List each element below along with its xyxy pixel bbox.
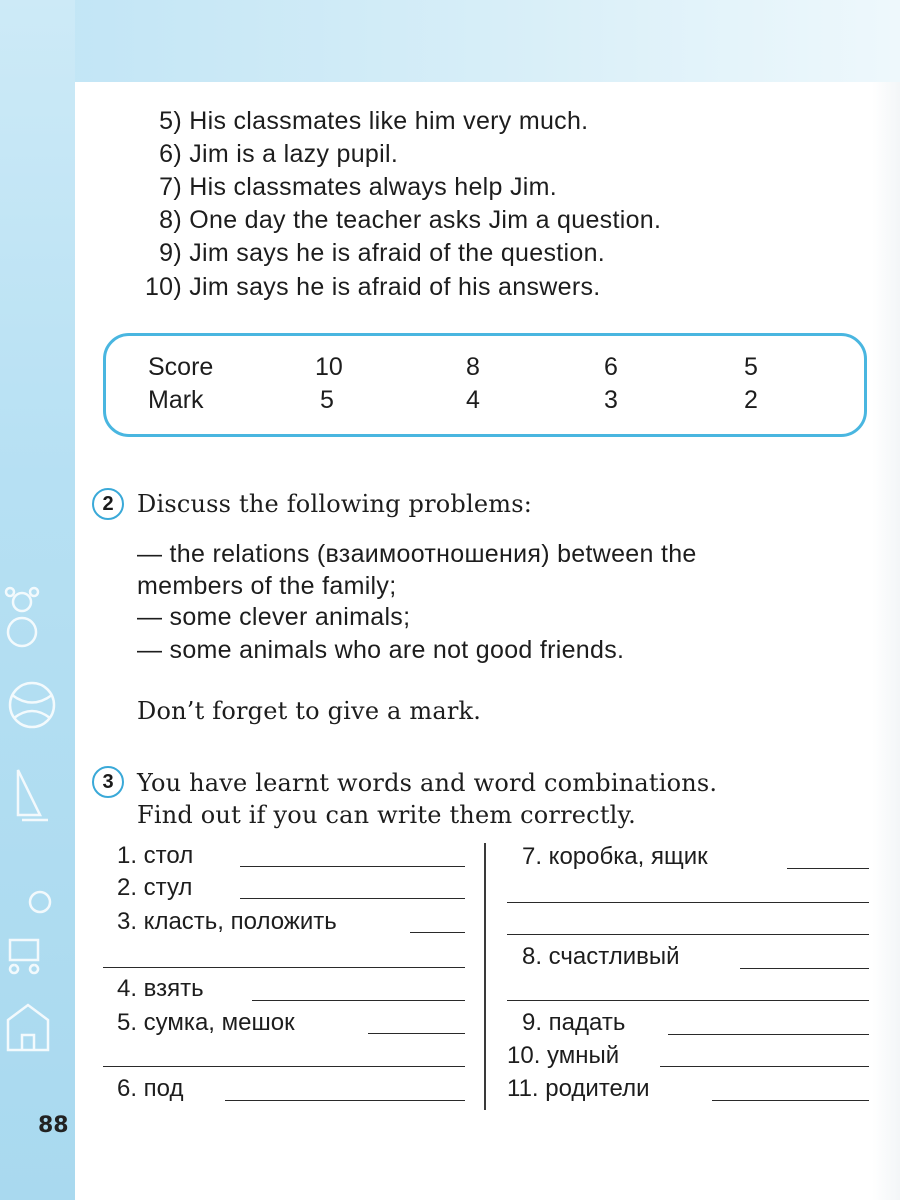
answer-blank[interactable] [507, 902, 869, 903]
answer-blank[interactable] [740, 968, 869, 969]
column-divider [484, 843, 486, 1110]
top-margin-band [0, 0, 900, 82]
statement-item [140, 107, 588, 136]
statement-text: Jim says he is afraid of his answers. [189, 273, 601, 301]
answer-blank[interactable] [410, 932, 465, 933]
answer-blank[interactable] [240, 898, 465, 899]
score-label: Score [148, 353, 214, 381]
page-edge [872, 82, 900, 1200]
statement-number: 6) [159, 140, 182, 168]
answer-blank[interactable] [660, 1066, 869, 1067]
statement-text: His classmates like him very much. [189, 107, 589, 135]
answer-blank[interactable] [225, 1100, 465, 1101]
vocab-word: 10. умный [507, 1042, 620, 1069]
answer-blank[interactable] [507, 1000, 869, 1001]
exercise-number-badge: 3 [92, 766, 124, 798]
answer-blank[interactable] [252, 1000, 465, 1001]
statement-item [140, 140, 398, 169]
discussion-item: — the relations (взаимоотношения) between the [137, 540, 697, 568]
answer-blank[interactable] [368, 1033, 465, 1034]
vocab-word: 3. класть, положить [117, 908, 337, 935]
mark-reminder: Don’t forget to give a mark. [137, 697, 482, 725]
statement-text: Jim says he is afraid of the question. [189, 239, 606, 267]
score-value: 10 [315, 353, 343, 381]
statement-number: 5) [159, 107, 182, 135]
vocab-word: 9. падать [522, 1009, 626, 1036]
vocab-word: 7. коробка, ящик [522, 843, 708, 870]
vocab-word: 4. взять [117, 975, 204, 1002]
statement-text: Jim is a lazy pupil. [189, 140, 399, 168]
exercise-3-heading: You have learnt words and word combinations. [137, 769, 718, 797]
score-value: 8 [466, 353, 480, 381]
exercise-2-heading: Discuss the following problems: [137, 490, 533, 518]
answer-blank[interactable] [787, 868, 869, 869]
mark-value: 2 [744, 386, 758, 414]
vocab-word: 1. стол [117, 842, 194, 869]
score-value: 6 [604, 353, 618, 381]
statement-item [140, 239, 605, 268]
toy-illustrations [0, 580, 75, 1100]
statement-item [140, 206, 661, 235]
vocab-word: 8. счастливый [522, 943, 680, 970]
discussion-item: — some animals who are not good friends. [137, 636, 625, 664]
vocab-word: 5. сумка, мешок [117, 1009, 295, 1036]
exercise-3-heading: Find out if you can write them correctly. [137, 801, 636, 829]
statement-number: 10) [144, 273, 182, 301]
statement-item [140, 273, 601, 302]
statement-number: 7) [159, 173, 182, 201]
vocab-word: 11. родители [507, 1075, 650, 1102]
statement-text: One day the teacher asks Jim a question. [189, 206, 662, 234]
score-value: 5 [744, 353, 758, 381]
mark-value: 3 [604, 386, 618, 414]
answer-blank[interactable] [103, 1066, 465, 1067]
mark-value: 4 [466, 386, 480, 414]
vocab-word: 6. под [117, 1075, 184, 1102]
vocab-word: 2. стул [117, 874, 193, 901]
exercise-number-badge: 2 [92, 488, 124, 520]
statement-number: 9) [159, 239, 182, 267]
answer-blank[interactable] [103, 967, 465, 968]
answer-blank[interactable] [507, 934, 869, 935]
answer-blank[interactable] [712, 1100, 869, 1101]
mark-label: Mark [148, 386, 204, 414]
mark-value: 5 [320, 386, 334, 414]
statement-item [140, 173, 557, 202]
statement-number: 8) [159, 206, 182, 234]
statement-text: His classmates always help Jim. [189, 173, 557, 201]
score-mark-box [103, 333, 867, 437]
discussion-item: members of the family; [137, 572, 397, 600]
answer-blank[interactable] [240, 866, 465, 867]
page-number: 88 [38, 1113, 69, 1138]
discussion-item: — some clever animals; [137, 603, 411, 631]
answer-blank[interactable] [668, 1034, 869, 1035]
